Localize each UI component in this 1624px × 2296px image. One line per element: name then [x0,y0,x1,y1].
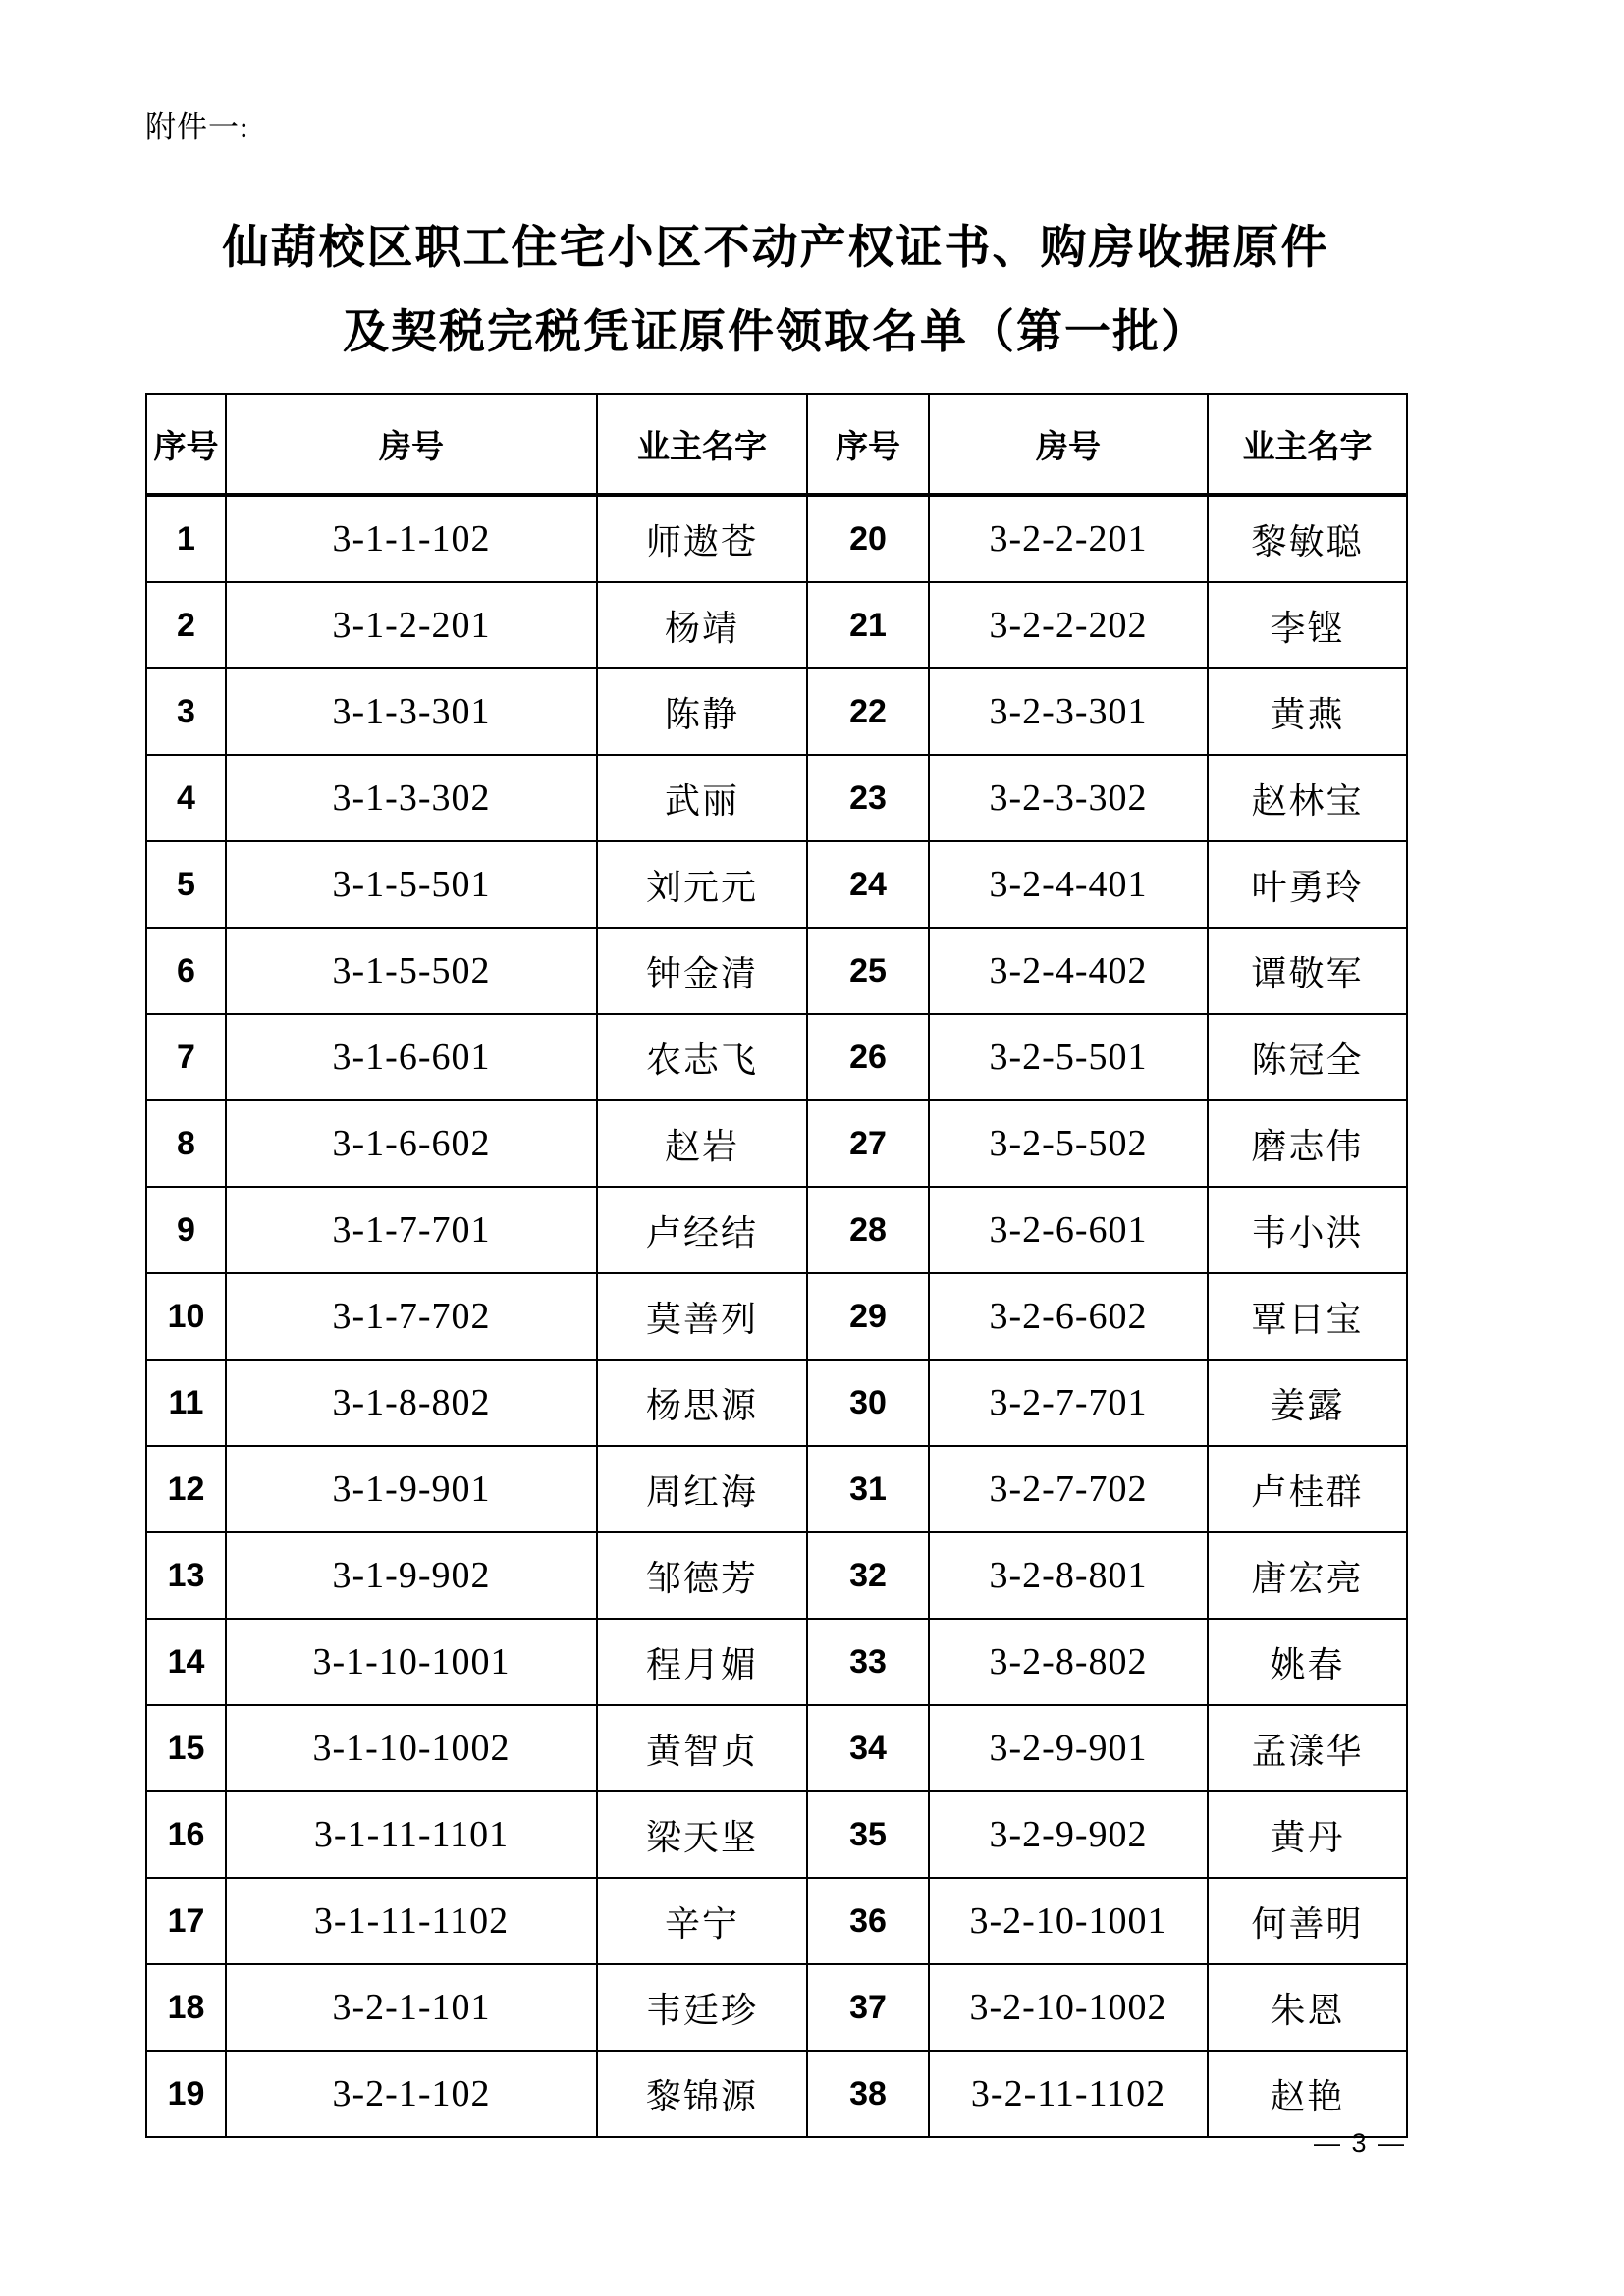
owner-name-cell: 陈冠全 [1208,1014,1407,1100]
owner-name-cell: 邹德芳 [597,1532,807,1619]
owner-name-cell: 黄燕 [1208,668,1407,755]
table-row [146,1878,1407,1964]
serial-cell: 6 [146,928,226,1014]
serial-cell: 7 [146,1014,226,1100]
serial-cell: 5 [146,841,226,928]
owner-name-cell: 杨靖 [597,582,807,668]
owner-name-cell: 孟漾华 [1208,1705,1407,1791]
page-number: — 3 — [1313,2128,1406,2158]
serial-cell: 27 [807,1100,929,1187]
owner-name-cell: 覃日宝 [1208,1273,1407,1360]
owner-name-cell: 朱恩 [1208,1964,1407,2051]
serial-cell: 9 [146,1187,226,1273]
owner-name-cell: 梁天坚 [597,1791,807,1878]
serial-cell: 8 [146,1100,226,1187]
owner-name-cell: 姜露 [1208,1360,1407,1446]
room-number-cell: 3-1-3-301 [226,668,597,755]
serial-cell: 17 [146,1878,226,1964]
room-number-cell: 3-1-5-502 [226,928,597,1014]
document-title-line1: 仙葫校区职工住宅小区不动产权证书、购房收据原件 [222,223,1329,274]
room-number-cell: 3-1-7-702 [226,1273,597,1360]
roster-table [145,393,1408,2138]
room-number-cell: 3-2-6-601 [929,1187,1208,1273]
room-number-cell: 3-2-9-901 [929,1705,1208,1791]
table-row [146,1964,1407,2051]
serial-cell: 23 [807,755,929,841]
owner-name-cell: 刘元元 [597,841,807,928]
serial-cell: 29 [807,1273,929,1360]
table-row [146,1014,1407,1100]
column-header-owner-left: 业主名字 [597,394,807,495]
owner-name-cell: 何善明 [1208,1878,1407,1964]
serial-cell: 35 [807,1791,929,1878]
room-number-cell: 3-2-6-602 [929,1273,1208,1360]
serial-cell: 32 [807,1532,929,1619]
serial-cell: 37 [807,1964,929,2051]
table-row [146,1532,1407,1619]
table-row [146,928,1407,1014]
serial-cell: 16 [146,1791,226,1878]
serial-cell: 10 [146,1273,226,1360]
owner-name-cell: 韦小洪 [1208,1187,1407,1273]
owner-name-cell: 李铿 [1208,582,1407,668]
room-number-cell: 3-1-6-601 [226,1014,597,1100]
owner-name-cell: 谭敬军 [1208,928,1407,1014]
table-row [146,495,1407,582]
owner-name-cell: 韦廷珍 [597,1964,807,2051]
room-number-cell: 3-2-4-402 [929,928,1208,1014]
owner-name-cell: 卢桂群 [1208,1446,1407,1532]
table-row [146,841,1407,928]
room-number-cell: 3-1-3-302 [226,755,597,841]
serial-cell: 26 [807,1014,929,1100]
room-number-cell: 3-2-9-902 [929,1791,1208,1878]
document-title [145,206,1406,375]
room-number-cell: 3-1-1-102 [226,495,597,582]
room-number-cell: 3-2-1-102 [226,2051,597,2137]
serial-cell: 33 [807,1619,929,1705]
owner-name-cell: 赵林宝 [1208,755,1407,841]
owner-name-cell: 磨志伟 [1208,1100,1407,1187]
roster-table-body [146,495,1407,2137]
table-row [146,1705,1407,1791]
room-number-cell: 3-2-8-802 [929,1619,1208,1705]
owner-name-cell: 辛宁 [597,1878,807,1964]
serial-cell: 28 [807,1187,929,1273]
room-number-cell: 3-2-7-702 [929,1446,1208,1532]
serial-cell: 22 [807,668,929,755]
owner-name-cell: 卢经结 [597,1187,807,1273]
room-number-cell: 3-2-4-401 [929,841,1208,928]
owner-name-cell: 黎锦源 [597,2051,807,2137]
roster-table-header [146,394,1407,495]
room-number-cell: 3-2-10-1001 [929,1878,1208,1964]
serial-cell: 21 [807,582,929,668]
room-number-cell: 3-1-10-1002 [226,1705,597,1791]
owner-name-cell: 钟金清 [597,928,807,1014]
serial-cell: 36 [807,1878,929,1964]
room-number-cell: 3-2-3-302 [929,755,1208,841]
room-number-cell: 3-1-7-701 [226,1187,597,1273]
table-row [146,1446,1407,1532]
room-number-cell: 3-2-5-502 [929,1100,1208,1187]
room-number-cell: 3-2-2-202 [929,582,1208,668]
serial-cell: 31 [807,1446,929,1532]
owner-name-cell: 武丽 [597,755,807,841]
serial-cell: 25 [807,928,929,1014]
room-number-cell: 3-1-9-901 [226,1446,597,1532]
room-number-cell: 3-2-10-1002 [929,1964,1208,2051]
owner-name-cell: 姚春 [1208,1619,1407,1705]
owner-name-cell: 赵艳 [1208,2051,1407,2137]
attachment-label: 附件一: [145,110,249,144]
owner-name-cell: 莫善列 [597,1273,807,1360]
room-number-cell: 3-2-7-701 [929,1360,1208,1446]
table-row [146,1360,1407,1446]
room-number-cell: 3-2-1-101 [226,1964,597,2051]
table-row [146,1619,1407,1705]
serial-cell: 24 [807,841,929,928]
serial-cell: 15 [146,1705,226,1791]
room-number-cell: 3-1-11-1101 [226,1791,597,1878]
table-row [146,1273,1407,1360]
owner-name-cell: 赵岩 [597,1100,807,1187]
serial-cell: 30 [807,1360,929,1446]
column-header-room-left: 房号 [226,394,597,495]
owner-name-cell: 杨思源 [597,1360,807,1446]
serial-cell: 19 [146,2051,226,2137]
room-number-cell: 3-2-11-1102 [929,2051,1208,2137]
room-number-cell: 3-1-5-501 [226,841,597,928]
serial-cell: 20 [807,495,929,582]
header-row [146,394,1407,495]
serial-cell: 13 [146,1532,226,1619]
owner-name-cell: 周红海 [597,1446,807,1532]
owner-name-cell: 师遨苍 [597,495,807,582]
serial-cell: 12 [146,1446,226,1532]
table-row [146,582,1407,668]
owner-name-cell: 农志飞 [597,1014,807,1100]
table-row [146,2051,1407,2137]
serial-cell: 18 [146,1964,226,2051]
serial-cell: 3 [146,668,226,755]
table-row [146,755,1407,841]
table-row [146,1100,1407,1187]
serial-cell: 2 [146,582,226,668]
table-row [146,668,1407,755]
column-header-serial-right: 序号 [807,394,929,495]
table-row [146,1791,1407,1878]
owner-name-cell: 唐宏亮 [1208,1532,1407,1619]
room-number-cell: 3-1-8-802 [226,1360,597,1446]
room-number-cell: 3-1-2-201 [226,582,597,668]
owner-name-cell: 程月媚 [597,1619,807,1705]
document-title-line2: 及契税完税凭证原件领取名单（第一批） [343,307,1209,358]
owner-name-cell: 黄丹 [1208,1791,1407,1878]
table-row [146,1187,1407,1273]
room-number-cell: 3-1-11-1102 [226,1878,597,1964]
room-number-cell: 3-1-9-902 [226,1532,597,1619]
room-number-cell: 3-2-5-501 [929,1014,1208,1100]
owner-name-cell: 黄智贞 [597,1705,807,1791]
serial-cell: 14 [146,1619,226,1705]
room-number-cell: 3-2-3-301 [929,668,1208,755]
room-number-cell: 3-1-10-1001 [226,1619,597,1705]
serial-cell: 1 [146,495,226,582]
room-number-cell: 3-2-8-801 [929,1532,1208,1619]
owner-name-cell: 叶勇玲 [1208,841,1407,928]
column-header-serial-left: 序号 [146,394,226,495]
serial-cell: 34 [807,1705,929,1791]
serial-cell: 38 [807,2051,929,2137]
column-header-owner-right: 业主名字 [1208,394,1407,495]
owner-name-cell: 黎敏聪 [1208,495,1407,582]
serial-cell: 4 [146,755,226,841]
serial-cell: 11 [146,1360,226,1446]
room-number-cell: 3-2-2-201 [929,495,1208,582]
column-header-room-right: 房号 [929,394,1208,495]
owner-name-cell: 陈静 [597,668,807,755]
room-number-cell: 3-1-6-602 [226,1100,597,1187]
